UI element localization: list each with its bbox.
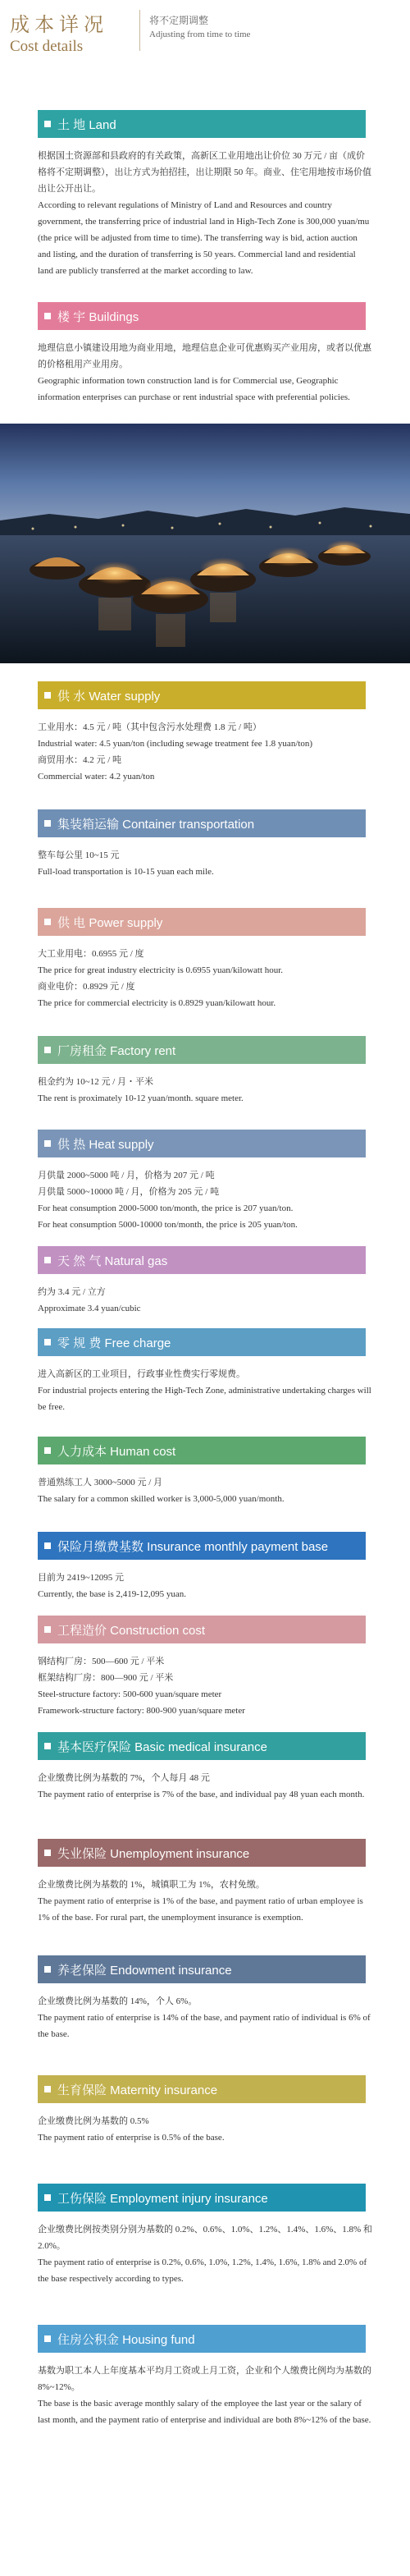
section-title: 生育保险 Maternity insurance xyxy=(57,2083,218,2097)
square-bullet-icon xyxy=(44,1257,51,1263)
paragraph: 企业缴费比例为基数的 7%，个人每月 48 元 xyxy=(38,1773,210,1783)
section-text xyxy=(38,1570,372,1602)
section-title: 供 电 Power supply xyxy=(57,915,163,930)
paragraph: The base is the basic average monthly salary of the employee the last year or the salary of last month, and the payment ratio of enterprise and individual are both 8%~12% of the base. xyxy=(38,2399,371,2425)
boats-at-dusk-photo xyxy=(0,424,410,663)
page-title-en: Cost details xyxy=(10,38,84,55)
section-text xyxy=(38,1993,372,2042)
section-title: 工程造价 Construction cost xyxy=(57,1623,206,1638)
section-text xyxy=(38,2363,372,2428)
section-maternity xyxy=(0,2075,410,2146)
paragraph: 钢结构厂房：500—600 元 / 平米 xyxy=(38,1657,165,1666)
square-bullet-icon xyxy=(44,1140,51,1147)
section-power xyxy=(0,908,410,1011)
paragraph: Steel-structure factory: 500-600 yuan/square meter xyxy=(38,1689,222,1699)
paragraph: The price for commercial electricity is 0.8929 yuan/kilowatt hour. xyxy=(38,998,276,1008)
section-title: 供 热 Heat supply xyxy=(57,1137,154,1152)
section-text xyxy=(38,1877,372,1926)
section-land xyxy=(0,110,410,279)
section-bar-housing xyxy=(38,2325,366,2353)
square-bullet-icon xyxy=(44,1447,51,1454)
section-title: 供 水 Water supply xyxy=(57,689,161,704)
square-bullet-icon xyxy=(44,2086,51,2092)
paragraph: Geographic information town construction land is for Commercial use, Geographic information enterprises can purchase or rent industrial space with preferential policies. xyxy=(38,376,350,402)
section-title: 天 然 气 Natural gas xyxy=(57,1254,168,1268)
section-text xyxy=(38,1366,372,1415)
section-text xyxy=(38,148,372,279)
section-water xyxy=(0,681,410,785)
section-insurance-base xyxy=(0,1532,410,1602)
paragraph: The payment ratio of enterprise is 0.5% of the base. xyxy=(38,2133,225,2143)
paragraph: The payment ratio of enterprise is 7% of the base, and individual pay 48 yuan each month. xyxy=(38,1790,365,1799)
square-bullet-icon xyxy=(44,313,51,319)
section-text xyxy=(38,1167,372,1233)
paragraph: 根据国土资源部和县政府的有关政策，高新区工业用地出让价位 30 万元 / 亩（成价格将不定期调整），出让方式为拍招挂，出让期限 50 年。商业、住宅用地按市场价值出让公开出让。 xyxy=(38,151,371,194)
section-title: 养老保险 Endowment insurance xyxy=(57,1963,232,1978)
square-bullet-icon xyxy=(44,1849,51,1856)
square-bullet-icon xyxy=(44,1743,51,1749)
section-bar-container xyxy=(38,809,366,837)
section-bar-injury xyxy=(38,2184,366,2212)
square-bullet-icon xyxy=(44,820,51,827)
section-text xyxy=(38,2221,372,2287)
paragraph: Framework-structure factory: 800-900 yuan/square meter xyxy=(38,1706,245,1716)
paragraph: 目前为 2419~12095 元 xyxy=(38,1573,124,1583)
section-bar-power xyxy=(38,908,366,936)
section-text xyxy=(38,946,372,1011)
paragraph: 月供量 2000~5000 吨 / 月，价格为 207 元 / 吨 xyxy=(38,1171,215,1180)
paragraph: For heat consumption 2000-5000 ton/month, the price is 207 yuan/ton. xyxy=(38,1203,294,1213)
section-title: 楼 宇 Buildings xyxy=(57,309,139,324)
section-title: 失业保险 Unemployment insurance xyxy=(57,1846,250,1861)
section-title: 厂房租金 Factory rent xyxy=(57,1043,176,1058)
paragraph: 工业用水：4.5 元 / 吨（其中包含污水处理费 1.8 元 / 吨） xyxy=(38,722,262,732)
section-title: 工伤保险 Employment injury insurance xyxy=(57,2191,268,2206)
square-bullet-icon xyxy=(44,1339,51,1345)
section-text xyxy=(38,2113,372,2146)
section-bar-human-cost xyxy=(38,1437,366,1464)
section-text xyxy=(38,1474,372,1507)
paragraph: Approximate 3.4 yuan/cubic xyxy=(38,1304,141,1313)
section-bar-unemployment xyxy=(38,1839,366,1867)
header-divider xyxy=(139,10,140,51)
section-bar-buildings xyxy=(38,302,366,330)
section-title: 住房公积金 Housing fund xyxy=(57,2332,195,2347)
section-text xyxy=(38,340,372,406)
square-bullet-icon xyxy=(44,1966,51,1973)
section-text xyxy=(38,1770,372,1803)
paragraph: The salary for a common skilled worker is 3,000-5,000 yuan/month. xyxy=(38,1494,285,1504)
section-bar-water xyxy=(38,681,366,709)
section-text xyxy=(38,1653,372,1719)
section-human-cost xyxy=(0,1437,410,1507)
section-injury xyxy=(0,2184,410,2287)
section-construction xyxy=(0,1616,410,1719)
paragraph: Currently, the base is 2,419-12,095 yuan. xyxy=(38,1589,187,1599)
section-text xyxy=(38,1284,372,1317)
section-bar-medical xyxy=(38,1732,366,1760)
square-bullet-icon xyxy=(44,121,51,127)
section-heat xyxy=(0,1130,410,1233)
section-housing xyxy=(0,2325,410,2428)
section-container xyxy=(0,809,410,880)
square-bullet-icon xyxy=(44,919,51,925)
page-title-cn: 成本详况 xyxy=(10,13,108,36)
section-text xyxy=(38,1074,372,1107)
paragraph: The payment ratio of enterprise is 14% of the base, and payment ratio of individual is 6% of the base. xyxy=(38,2013,371,2039)
paragraph: Industrial water: 4.5 yuan/ton (including sewage treatment fee 1.8 yuan/ton) xyxy=(38,739,313,749)
paragraph: For industrial projects entering the High-Tech Zone, administrative undertaking charges will be free. xyxy=(38,1386,371,1412)
paragraph: 整车每公里 10~15 元 xyxy=(38,850,120,860)
section-title: 零 规 费 Free charge xyxy=(57,1336,171,1350)
paragraph: 企业缴费比例为基数的 1%，城镇职工为 1%，农村免缴。 xyxy=(38,1880,265,1890)
square-bullet-icon xyxy=(44,2335,51,2342)
section-medical xyxy=(0,1732,410,1803)
section-title: 土 地 Land xyxy=(57,117,116,132)
section-unemployment xyxy=(0,1839,410,1926)
paragraph: 普通熟练工人 3000~5000 元 / 月 xyxy=(38,1478,163,1487)
section-bar-insurance-base xyxy=(38,1532,366,1560)
section-bar-factory xyxy=(38,1036,366,1064)
paragraph: The payment ratio of enterprise is 0.2%, 0.6%, 1.0%, 1.2%, 1.4%, 1.6%, 1.8% and 2.0% of the base respectively according to types. xyxy=(38,2257,367,2284)
page-header xyxy=(0,0,410,67)
section-text xyxy=(38,847,372,880)
paragraph: 约为 3.4 元 / 立方 xyxy=(38,1287,106,1297)
paragraph: 企业缴费比例为基数的 0.5% xyxy=(38,2116,149,2126)
photo-illustration xyxy=(0,424,410,663)
section-bar-free-charge xyxy=(38,1328,366,1356)
paragraph: According to relevant regulations of Ministry of Land and Resources and country government, the transferring price of industrial land in High-Tech Zone is 300,000 yuan/mu (the price will be adjusted from time to time). The transferring way is bid, action auction and listing, and the duration of transferring is 50 years. Commercial land and residential land are publicly transferred at the market according to law. xyxy=(38,200,370,276)
page-subtitle-cn: 将不定期调整 xyxy=(149,15,209,26)
square-bullet-icon xyxy=(44,1542,51,1549)
paragraph: 框架结构厂房：800—900 元 / 平米 xyxy=(38,1673,174,1683)
section-title: 保险月缴费基数 Insurance monthly payment base xyxy=(57,1539,329,1554)
section-buildings xyxy=(0,302,410,406)
paragraph: The rent is proximately 10-12 yuan/month. square meter. xyxy=(38,1093,244,1103)
section-factory xyxy=(0,1036,410,1107)
paragraph: For heat consumption 5000-10000 ton/month, the price is 205 yuan/ton. xyxy=(38,1220,298,1230)
section-free-charge xyxy=(0,1328,410,1415)
section-bar-gas xyxy=(38,1246,366,1274)
section-bar-construction xyxy=(38,1616,366,1643)
paragraph: 进入高新区的工业项目，行政事业性费实行零规费。 xyxy=(38,1369,245,1379)
section-title: 集装箱运输 Container transportation xyxy=(57,817,255,832)
section-bar-heat xyxy=(38,1130,366,1157)
paragraph: 基数为职工本人上年度基本平均月工资或上月工资，企业和个人缴费比例均为基数的 8%~12%。 xyxy=(38,2366,371,2392)
paragraph: 商贸用水：4.2 元 / 吨 xyxy=(38,755,122,765)
square-bullet-icon xyxy=(44,2194,51,2201)
paragraph: 大工业用电：0.6955 元 / 度 xyxy=(38,949,144,959)
paragraph: Commercial water: 4.2 yuan/ton xyxy=(38,772,155,782)
paragraph: 商业电价：0.8929 元 / 度 xyxy=(38,982,135,992)
section-title: 人力成本 Human cost xyxy=(57,1444,176,1459)
paragraph: 租金约为 10~12 元 / 月・平米 xyxy=(38,1077,154,1087)
square-bullet-icon xyxy=(44,692,51,699)
paragraph: The payment ratio of enterprise is 1% of the base, and payment ratio of urban employee is 1% of the base. For rural part, the unemployment insurance is exemption. xyxy=(38,1896,363,1923)
section-text xyxy=(38,719,372,785)
page-subtitle-en: Adjusting from time to time xyxy=(149,30,251,39)
paragraph: 企业缴费比例按类别分别为基数的 0.2%、0.6%、1.0%、1.2%、1.4%、1.6%、1.8% 和 2.0%。 xyxy=(38,2225,372,2251)
section-bar-endowment xyxy=(38,1955,366,1983)
section-endowment xyxy=(0,1955,410,2042)
paragraph: 月供量 5000~10000 吨 / 月，价格为 205 元 / 吨 xyxy=(38,1187,220,1197)
square-bullet-icon xyxy=(44,1047,51,1053)
section-gas xyxy=(0,1246,410,1317)
paragraph: 企业缴费比例为基数的 14%，个人 6%。 xyxy=(38,1996,198,2006)
section-bar-land xyxy=(38,110,366,138)
square-bullet-icon xyxy=(44,1626,51,1633)
paragraph: 地理信息小镇建设用地为商业用地，地理信息企业可优惠购买产业用房，或者以优惠的价格租用产业用房。 xyxy=(38,343,371,369)
section-bar-maternity xyxy=(38,2075,366,2103)
paragraph: Full-load transportation is 10-15 yuan each mile. xyxy=(38,867,214,877)
section-title: 基本医疗保险 Basic medical insurance xyxy=(57,1739,267,1754)
paragraph: The price for great industry electricity is 0.6955 yuan/kilowatt hour. xyxy=(38,965,284,975)
